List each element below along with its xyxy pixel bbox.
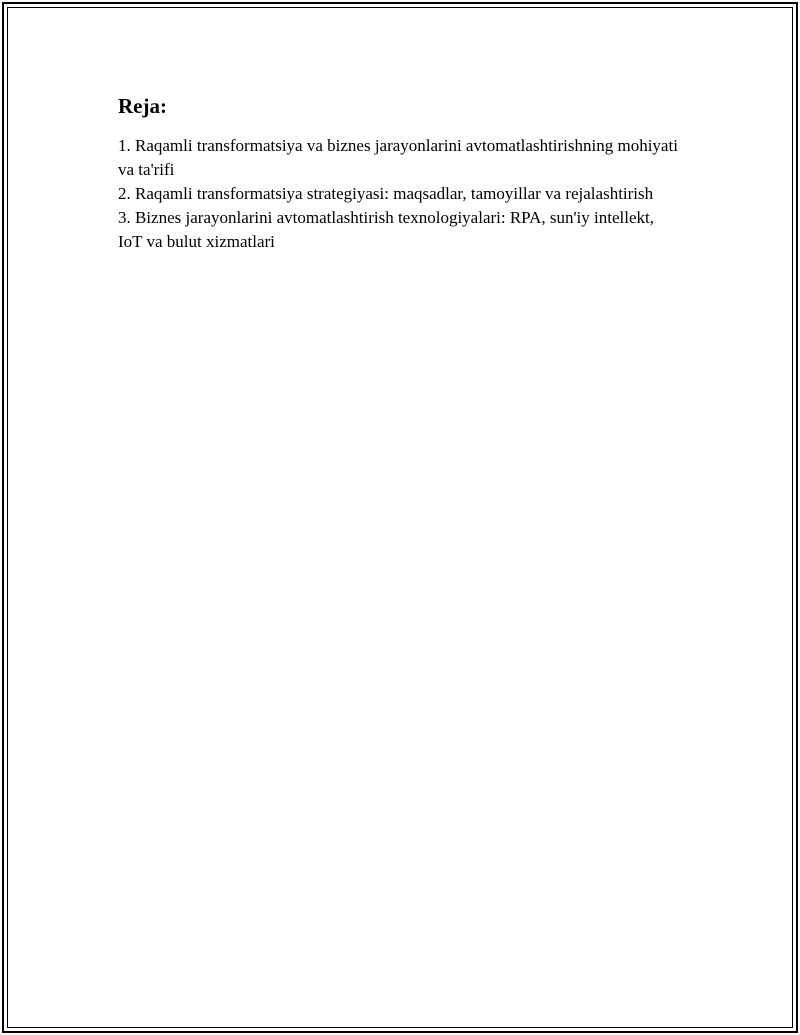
plan-item-2: 2. Raqamli transformatsiya strategiyasi: maqsadlar, tamoyillar va rejalashtirish xyxy=(118,184,654,203)
plan-item-1: 1. Raqamli transformatsiya va biznes jarayonlarini avtomatlashtirishning mohiyati va ta'rifi xyxy=(118,136,678,179)
document-content xyxy=(118,93,678,254)
plan-heading: Reja: xyxy=(118,94,167,118)
plan-list xyxy=(118,134,678,254)
plan-item-3: 3. Biznes jarayonlarini avtomatlashtirish texnologiyalari: RPA, sun'iy intellekt, IoT va bulut xizmatlari xyxy=(118,208,654,251)
